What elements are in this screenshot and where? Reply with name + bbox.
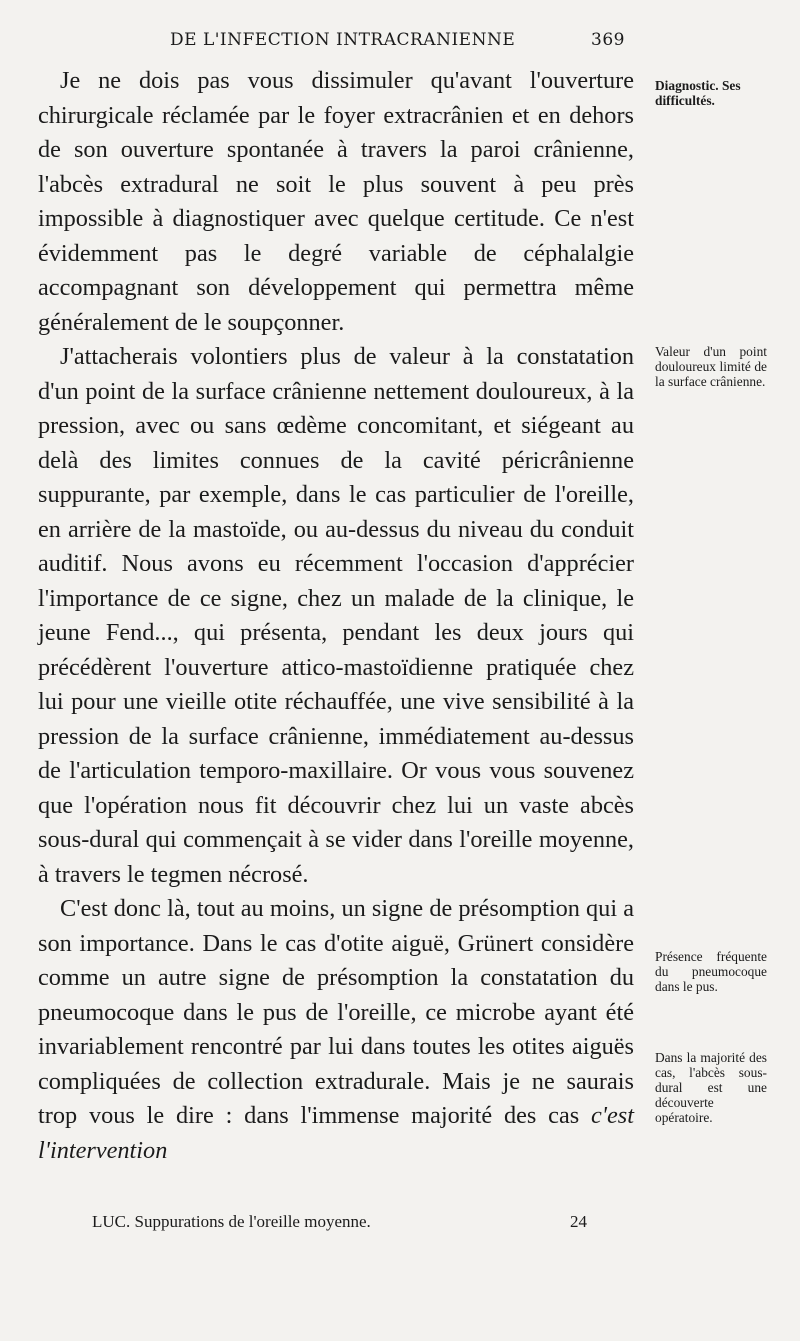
running-title: DE L'INFECTION INTRACRANIENNE	[170, 30, 516, 50]
paragraph-3	[38, 892, 634, 1168]
page-number: 369	[591, 30, 625, 50]
margin-note-diagnostic: Diagnostic. Ses difficultés.	[655, 78, 741, 108]
paragraph-2: J'attacherais volontiers plus de valeur à la constatation d'un point de la surface crânienne nettement douloureux, à la pression, avec ou sans œdème concomitant, et siégeant au delà des limites connues de la cavité péricrânienne suppurante, par exemple, dans le cas particulier de l'oreille, en arrière de la mastoïde, ou au-dessus du niveau du conduit auditif. Nous avons eu récemment l'occasion d'apprécier l'importance de ce signe, chez un malade de la clinique, le jeune Fend..., qui présenta, pendant les deux jours qui précédèrent l'ouverture attico-mastoïdienne pratiquée chez lui pour une vieille otite réchauffée, une vive sensibilité à la pression de la surface crânienne, immédiatement au-dessus de l'articulation temporo-maxillaire. Or vous vous souvenez que l'opération nous fit découvrir chez lui un vaste abcès sous-dural qui commençait à se vider dans l'oreille moyenne, à travers le tegmen nécrosé.	[38, 343, 634, 888]
running-head	[170, 30, 625, 52]
paragraph-3-text: C'est donc là, tout au moins, un signe de présomption qui a son importance. Dans le cas d'otite aiguë, Grünert considère comme un autre signe de présomption la constatation du pneumocoque dans le pus de l'oreille, ce microbe ayant été invariablement rencontré par lui dans toutes les otites aiguës compliquées de collection extradurale. Mais je ne saurais trop vous le dire : dans l'immense majorité des cas	[38, 895, 634, 1129]
margin-note-decouverte-operatoire: Dans la majorité des cas, l'abcès sous-dural est une découverte opératoire.	[655, 1050, 767, 1125]
paragraph-1: Je ne dois pas vous dissimuler qu'avant l'ouverture chirurgicale réclamée par le foyer extracrânien et en dehors de son ouverture spontanée à travers la paroi crânienne, l'abcès extradural ne soit le plus souvent à peu près impossible à diagnostiquer avec quelque certitude. Ce n'est évidemment pas le degré variable de céphalalgie accompagnant son développement qui permettra même généralement de le soupçonner.	[38, 67, 634, 336]
signature-number: 24	[570, 1212, 587, 1231]
page-footer	[92, 1212, 587, 1234]
paragraph-3-italic: c'est l'intervention	[38, 1102, 634, 1164]
main-text	[38, 64, 634, 1168]
margin-note-pneumocoque: Présence fréquente du pneumocoque dans le pus.	[655, 949, 767, 994]
margin-note-point-douloureux: Valeur d'un point douloureux limité de la surface crânienne.	[655, 344, 767, 389]
footer-signature: LUC. Suppurations de l'oreille moyenne.	[92, 1212, 371, 1231]
